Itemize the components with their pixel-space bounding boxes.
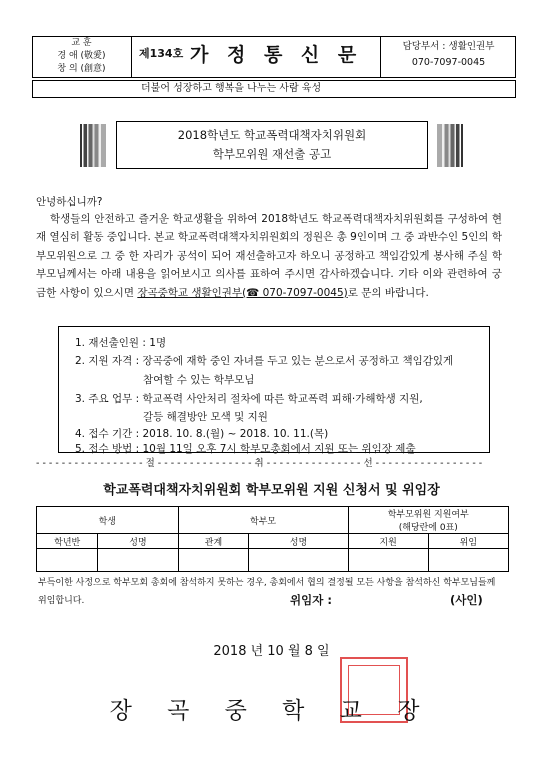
detail-count: 1. 재선출인원 : 1명 (75, 337, 167, 349)
cell-parent-name[interactable] (249, 549, 348, 572)
sub-apply: 지원 (348, 534, 428, 549)
school-slogan: 더불어 성장하고 행복을 나누는 사람 육성 (32, 80, 516, 98)
banner-decoration-left (80, 124, 106, 167)
cell-relation[interactable] (178, 549, 249, 572)
proxy-label: 위임자 : (290, 593, 332, 607)
newsletter-title: 가 정 통 신 문 (190, 44, 363, 66)
detail-duties-cont: 갈등 해결방안 모색 및 지원 (143, 411, 268, 423)
banner-decoration-right (437, 124, 463, 167)
application-table (36, 506, 509, 572)
notice-title (116, 121, 428, 169)
detail-qualification-cont: 참여할 수 있는 학부모님 (143, 374, 255, 386)
sub-student-name: 성명 (98, 534, 178, 549)
header-parent: 학부모 (178, 507, 348, 534)
department-phone: 070-7097-0045 (411, 57, 486, 68)
sub-delegate: 위임 (428, 534, 508, 549)
header-support (348, 507, 509, 534)
body-paragraph (36, 210, 502, 302)
recruitment-details (58, 326, 490, 453)
contact-info: 장곡중학교 생활인권부(☎ 070-7097-0045) (137, 286, 348, 299)
notice-title-line1: 2018학년도 학교폭력대책자치위원회 (177, 128, 367, 142)
principal-signature: 장 곡 중 학 교 장 (109, 698, 434, 724)
paragraph-end: 로 문의 바랍니다. (347, 286, 429, 299)
detail-qualification: 2. 지원 자격 : 장곡중에 재학 중인 자녀를 두고 있는 분으로서 공정하고 책임감있게 (75, 355, 454, 367)
detail-period: 4. 접수 기간 : 2018. 10. 8.(월) ~ 2018. 10. 11.(목) (75, 428, 329, 440)
department-info (380, 36, 516, 78)
cell-grade[interactable] (37, 549, 98, 572)
header-support-sub: (해당란에 0표) (398, 523, 458, 533)
issue-date: 2018 년 10 월 8 일 (213, 644, 330, 659)
cell-student-name[interactable] (98, 549, 178, 572)
sub-grade: 학년반 (37, 534, 98, 549)
notice-title-line2: 학부모위원 재선출 공고 (212, 147, 332, 161)
department-name: 담당부서 : 생활인권부 (402, 41, 495, 52)
greeting: 안녕하십니까? (36, 196, 103, 208)
issue-number: 제134호 (139, 47, 184, 60)
sub-parent-name: 성명 (249, 534, 348, 549)
motto-line: 경 애 (敬愛) (57, 51, 106, 61)
form-title: 학교폭력대책자치위원회 학부모위원 지원 신청서 및 위임장 (103, 483, 440, 498)
sub-relation: 관계 (178, 534, 249, 549)
detail-duties: 3. 주요 업무 : 학교폭력 사안처리 절차에 따른 학교폭력 피해·가해학생 지원, (75, 393, 423, 405)
delegation-note: 부득이한 사정으로 학부모회 총회에 참석하지 못하는 경우, 총회에서 협의 결정될 모든 사항을 참석하신 학부모님들께 위임합니다. (38, 578, 496, 606)
motto-line: 교 훈 (71, 38, 92, 48)
header-support-label: 학부모위원 지원여부 (387, 510, 469, 520)
proxy-sign: (사인) (449, 593, 483, 607)
detail-method: 5. 접수 방법 : 10월 11일 오후 7시 학부모총회에서 지원 또는 위임장 제출 (75, 443, 416, 455)
paragraph-text: 학생들의 안전하고 즐거운 학교생활을 위하여 2018학년도 학교폭력대책자치위원회를 구성하여 현재 열심히 활동 중입니다. 본교 학교폭력대책자치위원회의 정원은 총 9인이며 그 중 과반수인 5인의 학부모위원으로 그 중 한 자리가 공석이 되어 재선출하고자 하오니 공정하고 책임감있게 봉사해 주실 학부모님께서는 아래 내용을 읽어보시고 의사를 표하여 주시면 감사하겠습니다. 기타 이와 관련하여 궁금한 사항이 있으시면 (36, 213, 502, 299)
proxy-signature-line (290, 592, 483, 608)
cut-line: - - - - - - - - - - - - - - - - - 절 - - - - - - - - - - - - - - - 취 - - - - - - - - - - - - - - - 선 - - - - - - - - - - - - - - - - - (36, 458, 483, 469)
motto-line: 창 의 (創意) (57, 64, 106, 74)
school-motto (32, 36, 132, 78)
header-student: 학생 (37, 507, 179, 534)
cell-delegate[interactable] (428, 549, 508, 572)
cell-apply[interactable] (348, 549, 428, 572)
